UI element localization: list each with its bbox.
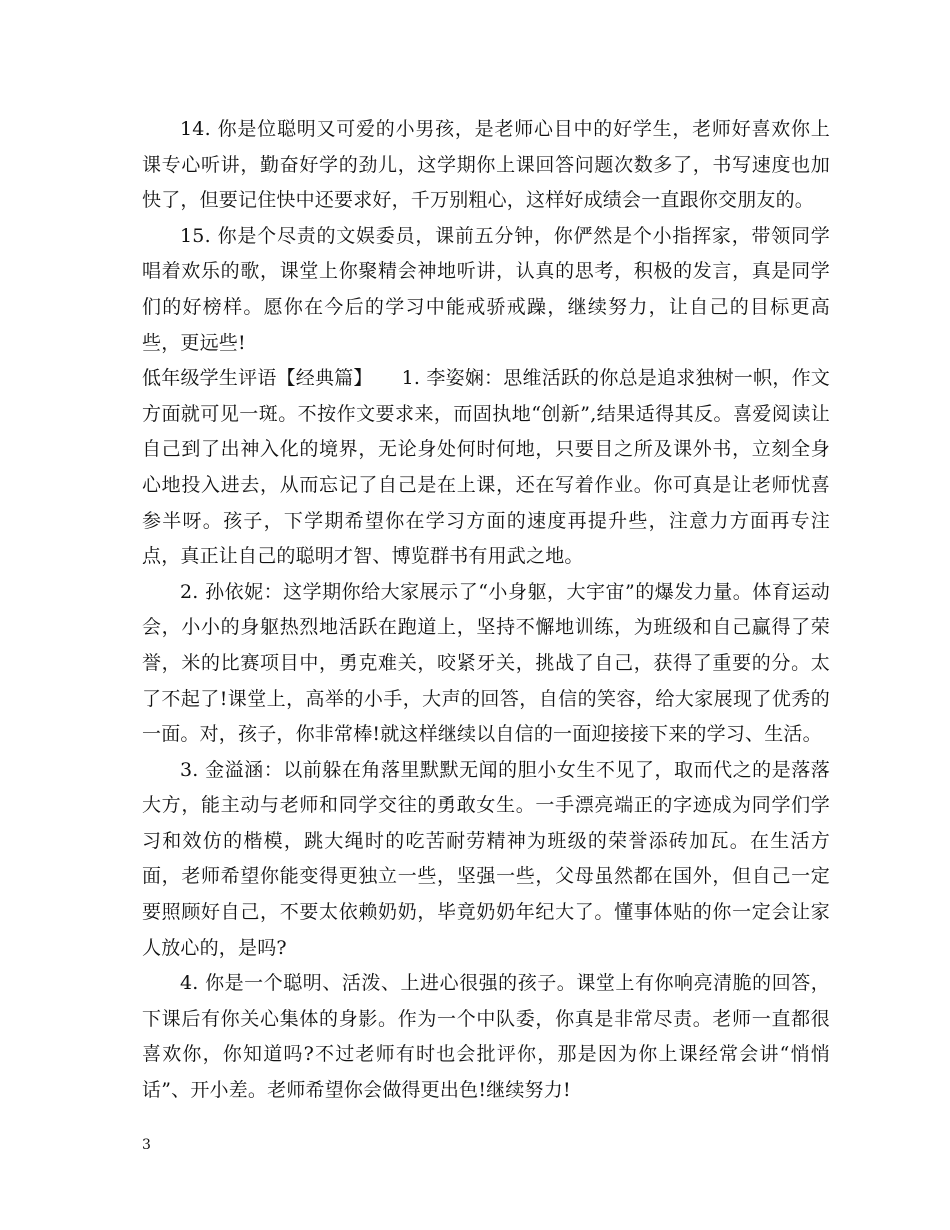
- page-number: 3: [142, 1137, 151, 1153]
- paragraph-comment-2: 2. 孙依妮：这学期你给大家展示了“小身躯，大宇宙”的爆发力量。体育运动会，小小的身躯热烈地活跃在跑道上，坚持不懈地训练，为班级和自己赢得了荣誉，米的比赛项目中，勇克难关，咬紧牙关，挑战了自己，获得了重要的分。太了不起了!课堂上，高举的小手，大声的回答，自信的笑容，给大家展现了优秀的一面。对，孩子，你非常棒!就这样继续以自信的一面迎接接下来的学习、生活。: [142, 580, 830, 746]
- paragraph-comment-4: 4. 你是一个聪明、活泼、上进心很强的孩子。课堂上有你响亮清脆的回答，下课后有你关心集体的身影。作为一个中队委，你真是非常尽责。老师一直都很喜欢你，你知道吗?不过老师有时也会批评你，那是因为你上课经常会讲“悄悄话”、开小差。老师希望你会做得更出色!继续努力!: [142, 972, 830, 1102]
- paragraph-comment-14: 14. 你是位聪明又可爱的小男孩，是老师心目中的好学生，老师好喜欢你上课专心听讲，勤奋好学的劲儿，这学期你上课回答问题次数多了，书写速度也加快了，但要记住快中还要求好，千万别粗心，这样好成绩会一直跟你交朋友的。: [142, 118, 830, 212]
- document-body: [142, 112, 830, 1109]
- paragraph-section-heading-comment-1: 低年级学生评语【经典篇】 1. 李姿娴：思维活跃的你总是追求独树一帜，作文方面就可见一斑。不按作文要求来，而固执地“创新”,结果适得其反。喜爱阅读让自己到了出神入化的境界，无论身处何时何地，只要目之所及课外书，立刻全身心地投入进去，从而忘记了自己是在上课，还在写着作业。你可真是让老师忧喜参半呀。孩子，下学期希望你在学习方面的速度再提升些，注意力方面再专注点，真正让自己的聪明才智、博览群书有用武之地。: [142, 367, 830, 568]
- paragraph-comment-15: 15. 你是个尽责的文娱委员，课前五分钟，你俨然是个小指挥家，带领同学唱着欢乐的歌，课堂上你聚精会神地听讲，认真的思考，积极的发言，真是同学们的好榜样。愿你在今后的学习中能戒骄戒躁，继续努力，让自己的目标更高些，更远些!: [142, 224, 830, 354]
- paragraph-comment-3: 3. 金溢涵：以前躲在角落里默默无闻的胆小女生不见了，取而代之的是落落大方，能主动与老师和同学交往的勇敢女生。一手漂亮端正的字迹成为同学们学习和效仿的楷模，跳大绳时的吃苦耐劳精神为班级的荣誉添砖加瓦。在生活方面，老师希望你能变得更独立一些，坚强一些，父母虽然都在国外，但自己一定要照顾好自己，不要太依赖奶奶，毕竟奶奶年纪大了。懂事体贴的你一定会让家人放心的，是吗?: [142, 758, 830, 959]
